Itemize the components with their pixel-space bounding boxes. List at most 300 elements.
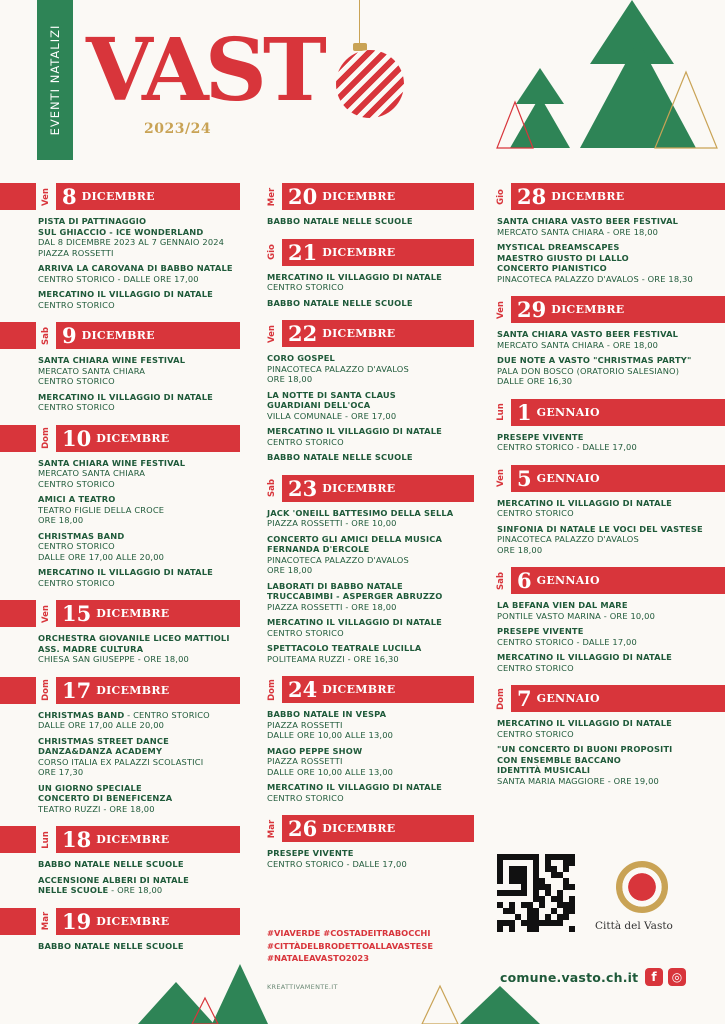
- event-list: [262, 353, 474, 475]
- event-item: [267, 709, 474, 741]
- weekday-label: Gio: [266, 244, 277, 260]
- day-block: [491, 567, 725, 685]
- day-number: 1: [517, 399, 532, 425]
- event-title: DUE NOTE A VASTO "CHRISTMAS PARTY": [497, 355, 692, 365]
- month-label: DICEMBRE: [81, 329, 155, 342]
- event-title: NELLE SCUOLE - ORE 18,00: [38, 885, 163, 895]
- christmas-tree-outline-icon: [420, 984, 460, 1024]
- event-item: [497, 432, 725, 453]
- event-title: UN GIORNO SPECIALE: [38, 782, 142, 793]
- event-title: ORCHESTRA GIOVANILE LICEO MATTIOLI: [38, 633, 230, 643]
- weekday-tab: [262, 475, 282, 502]
- hashtag-line: #VIAVERDE #COSTADEITRABOCCHI: [267, 928, 431, 938]
- month-label: DICEMBRE: [322, 190, 396, 203]
- event-detail: CHIESA SAN GIUSEPPE - ORE 18,00: [38, 654, 189, 664]
- month-label: GENNAIO: [536, 692, 600, 705]
- event-detail-inline: - CENTRO STORICO: [124, 709, 210, 720]
- month-label: DICEMBRE: [322, 683, 396, 696]
- event-title: CHRISTMAS STREET DANCE: [38, 735, 169, 746]
- weekday-label: Sab: [495, 571, 506, 590]
- event-detail: CORSO ITALIA EX PALAZZI SCOLASTICI: [38, 756, 204, 767]
- month-label: DICEMBRE: [96, 431, 170, 445]
- event-list: [491, 718, 725, 798]
- event-detail: DAL 8 DICEMBRE 2023 AL 7 GENNAIO 2024: [38, 237, 225, 247]
- event-title: DANZA&DANZA ACADEMY: [38, 746, 163, 756]
- event-title: FERNANDA D'ERCOLE: [267, 544, 370, 554]
- month-label: DICEMBRE: [322, 481, 396, 495]
- christmas-tree-outline-icon: [495, 100, 535, 150]
- event-title: "UN CONCERTO DI BUONI PROPOSITI: [497, 744, 673, 754]
- event-detail: PIAZZA ROSSETTI: [267, 756, 343, 766]
- event-detail: PINACOTECA PALAZZO D'AVALOS - ORE 18,30: [497, 273, 693, 284]
- month-label: DICEMBRE: [322, 245, 396, 259]
- schedule-column-2: [262, 183, 474, 881]
- date-bar: [0, 322, 240, 349]
- event-detail: DALLE ORE 16,30: [497, 376, 573, 386]
- date-bar: [262, 475, 474, 502]
- event-detail: CENTRO STORICO: [267, 792, 344, 803]
- christmas-tree-icon: [212, 964, 268, 1024]
- weekday-tab: [36, 908, 56, 935]
- event-item: [38, 392, 240, 413]
- event-item: [497, 329, 725, 350]
- event-list: [262, 709, 474, 815]
- event-detail: ORE 18,00: [267, 374, 313, 384]
- event-item: [38, 355, 240, 387]
- event-item: [38, 531, 240, 563]
- event-detail: MERCATO SANTA CHIARA: [38, 468, 146, 478]
- instagram-icon[interactable]: ◎: [668, 968, 686, 986]
- event-detail: SANTA MARIA MAGGIORE - ORE 19,00: [497, 775, 659, 786]
- event-title: MYSTICAL DREAMSCAPES: [497, 242, 620, 252]
- hashtag-line: #CITTÀDELBRODETTOALLAVASTESE: [267, 940, 433, 951]
- date-bar: [491, 296, 725, 323]
- event-title: MAGO PEPPE SHOW: [267, 745, 363, 756]
- event-title: PISTA DI PATTINAGGIO: [38, 216, 147, 226]
- event-title: LABORATI DI BABBO NATALE: [267, 580, 403, 591]
- event-detail: ORE 17,30: [38, 767, 84, 777]
- event-detail: CENTRO STORICO: [38, 478, 115, 489]
- day-number: 21: [288, 239, 318, 265]
- event-detail: CENTRO STORICO - DALLE 17,00: [497, 442, 637, 452]
- event-title: ARRIVA LA CAROVANA DI BABBO NATALE: [38, 263, 233, 273]
- event-title: MERCATINO IL VILLAGGIO DI NATALE: [38, 289, 213, 299]
- event-detail: PIAZZA ROSSETTI: [38, 247, 114, 258]
- hashtags: [267, 927, 433, 965]
- event-item: [267, 272, 474, 293]
- weekday-label: Dom: [41, 427, 52, 449]
- event-list: [0, 458, 240, 601]
- event-detail-inline: - ORE 18,00: [108, 885, 163, 895]
- ornament-string: [359, 0, 360, 44]
- year-label: 2023/24: [144, 121, 212, 137]
- weekday-label: Ven: [496, 300, 506, 319]
- event-detail: CENTRO STORICO: [497, 508, 574, 518]
- event-title: CORO GOSPEL: [267, 353, 335, 363]
- weekday-tab: [36, 322, 56, 349]
- event-item: [38, 859, 240, 870]
- date-bar: [491, 183, 725, 210]
- event-detail: DALLE ORE 17,00 ALLE 20,00: [38, 720, 165, 730]
- date-bar: [0, 908, 240, 935]
- event-title: MERCATINO IL VILLAGGIO DI NATALE: [267, 782, 442, 792]
- event-title: BABBO NATALE IN VESPA: [267, 709, 387, 719]
- event-detail: ORE 18,00: [267, 565, 313, 575]
- weekday-tab: [491, 296, 511, 323]
- day-number: 10: [62, 425, 92, 451]
- weekday-label: Sab: [266, 479, 277, 497]
- event-title: IDENTITÀ MUSICALI: [497, 765, 591, 775]
- event-detail: ORE 18,00: [38, 515, 84, 525]
- event-item: [497, 652, 725, 673]
- event-list: [491, 498, 725, 568]
- event-detail: MERCATO SANTA CHIARA - ORE 18,00: [497, 226, 659, 237]
- day-block: [491, 685, 725, 798]
- event-detail: CENTRO STORICO: [497, 728, 574, 739]
- month-label: GENNAIO: [536, 574, 600, 587]
- day-block: [262, 815, 474, 881]
- event-title: SINFONIA DI NATALE LE VOCI DEL VASTESE: [497, 523, 703, 534]
- event-title: CONCERTO DI BENEFICENZA: [38, 793, 173, 803]
- day-number: 17: [62, 677, 92, 703]
- event-item: [38, 736, 240, 778]
- event-detail: CENTRO STORICO: [267, 282, 344, 292]
- day-number: 19: [62, 908, 92, 934]
- website-link[interactable]: comune.vasto.ch.it: [500, 970, 639, 985]
- day-number: 5: [517, 465, 532, 491]
- weekday-label: Ven: [41, 187, 51, 206]
- event-title: SPETTACOLO TEATRALE LUCILLA: [267, 643, 422, 653]
- event-item: [497, 600, 725, 621]
- event-title: CON ENSEMBLE BACCANO: [497, 754, 621, 765]
- date-bar: [0, 425, 240, 452]
- qr-code-icon[interactable]: [497, 854, 575, 932]
- event-title: ACCENSIONE ALBERI DI NATALE: [38, 874, 189, 885]
- event-title: LA BEFANA VIEN DAL MARE: [497, 600, 628, 610]
- weekday-tab: [491, 399, 511, 426]
- weekday-label: Lun: [41, 830, 51, 849]
- event-item: [497, 355, 725, 387]
- event-list: [262, 508, 474, 677]
- day-block: [262, 183, 474, 239]
- event-detail: CENTRO STORICO - DALLE ORE 17,00: [38, 273, 199, 284]
- event-detail: PINACOTECA PALAZZO D'AVALOS: [497, 534, 639, 544]
- date-bar: [0, 677, 240, 704]
- event-detail: VILLA COMUNALE - ORE 17,00: [267, 410, 397, 421]
- event-detail: CENTRO STORICO: [267, 627, 344, 638]
- event-title: GUARDIANI DELL'OCA: [267, 400, 371, 410]
- schedule-column-1: [0, 183, 240, 963]
- weekday-label: Dom: [496, 687, 507, 710]
- event-detail: PINACOTECA PALAZZO D'AVALOS: [267, 363, 409, 374]
- event-title: PRESEPE VIVENTE: [267, 848, 354, 858]
- weekday-label: Mar: [266, 819, 277, 838]
- side-label: EVENTI NATALIZI: [37, 0, 73, 160]
- event-detail: DALLE ORE 10,00 ALLE 13,00: [267, 766, 394, 777]
- event-item: [267, 534, 474, 576]
- christmas-tree-outline-icon: [653, 70, 719, 150]
- event-list: [0, 216, 240, 322]
- event-detail: TEATRO FIGLIE DELLA CROCE: [38, 504, 165, 515]
- day-number: 23: [288, 475, 318, 501]
- day-block: [0, 600, 240, 677]
- event-title: MERCATINO IL VILLAGGIO DI NATALE: [267, 617, 442, 627]
- event-detail: CENTRO STORICO: [38, 299, 115, 310]
- event-detail: PIAZZA ROSSETTI: [267, 719, 343, 730]
- event-title: MERCATINO IL VILLAGGIO DI NATALE: [497, 718, 672, 728]
- event-title: ASS. MADRE CULTURA: [38, 643, 144, 654]
- day-block: [0, 425, 240, 601]
- event-list: [0, 941, 240, 964]
- event-item: [38, 216, 240, 258]
- event-item: [267, 643, 474, 664]
- weekday-label: Dom: [267, 678, 278, 701]
- event-list: [491, 432, 725, 465]
- event-list: [0, 355, 240, 425]
- event-list: [0, 859, 240, 908]
- hashtag-line: #NATALEAVASTO2023: [267, 953, 369, 963]
- day-number: 24: [288, 677, 318, 702]
- event-item: [38, 633, 240, 665]
- event-title: BABBO NATALE NELLE SCUOLE: [267, 216, 413, 226]
- weekday-tab: [491, 567, 511, 594]
- event-detail: PIAZZA ROSSETTI - ORE 18,00: [267, 601, 397, 612]
- weekday-label: Mer: [266, 187, 277, 206]
- weekday-label: Sab: [40, 326, 51, 345]
- day-block: [0, 908, 240, 964]
- weekday-tab: [262, 815, 282, 842]
- date-bar: [262, 239, 474, 266]
- day-block: [262, 239, 474, 321]
- date-bar: [491, 465, 725, 492]
- event-title: BABBO NATALE NELLE SCUOLE: [38, 940, 184, 951]
- event-detail: PINACOTECA PALAZZO D'AVALOS: [267, 554, 409, 565]
- event-title: BABBO NATALE NELLE SCUOLE: [267, 297, 413, 308]
- event-detail: CENTRO STORICO - DALLE 17,00: [497, 636, 637, 647]
- event-detail: CENTRO STORICO: [38, 577, 115, 588]
- event-detail: DALLE ORE 10,00 ALLE 13,00: [267, 730, 394, 740]
- event-list: [262, 216, 474, 239]
- date-bar: [262, 676, 474, 703]
- event-item: [38, 567, 240, 588]
- month-label: DICEMBRE: [96, 683, 170, 697]
- event-item: [497, 498, 725, 519]
- event-title: MAESTRO GIUSTO DI LALLO: [497, 252, 629, 263]
- event-title: SANTA CHIARA VASTO BEER FESTIVAL: [497, 216, 679, 226]
- event-detail: TEATRO RUZZI - ORE 18,00: [38, 803, 155, 814]
- weekday-tab: [36, 183, 56, 210]
- weekday-label: Mar: [40, 911, 51, 931]
- day-number: 29: [517, 297, 547, 322]
- event-item: [267, 452, 474, 463]
- event-title: CHRISTMAS BAND - CENTRO STORICO: [38, 709, 210, 720]
- day-number: 6: [517, 568, 532, 593]
- event-item: [38, 783, 240, 815]
- weekday-label: Lun: [496, 403, 506, 421]
- event-item: [497, 718, 725, 739]
- day-number: 28: [517, 184, 547, 209]
- event-title: MERCATINO IL VILLAGGIO DI NATALE: [267, 426, 442, 436]
- event-detail: ORE 18,00: [497, 544, 543, 555]
- day-number: 7: [517, 686, 532, 711]
- date-bar: [262, 183, 474, 210]
- event-title: MERCATINO IL VILLAGGIO DI NATALE: [38, 391, 213, 402]
- weekday-tab: [262, 239, 282, 266]
- event-detail: POLITEAMA RUZZI - ORE 16,30: [267, 653, 399, 664]
- event-title: LA NOTTE DI SANTA CLAUS: [267, 389, 396, 400]
- event-list: [262, 848, 474, 881]
- day-number: 8: [62, 184, 77, 209]
- day-block: [262, 676, 474, 815]
- day-number: 20: [288, 184, 318, 209]
- day-number: 9: [62, 323, 77, 348]
- weekday-label: Ven: [496, 469, 506, 487]
- weekday-tab: [36, 677, 56, 704]
- event-detail: DALLE ORE 17,00 ALLE 20,00: [38, 551, 165, 562]
- month-label: DICEMBRE: [322, 327, 396, 340]
- event-list: [262, 272, 474, 321]
- month-label: DICEMBRE: [96, 833, 170, 846]
- weekday-tab: [36, 826, 56, 853]
- event-item: [267, 782, 474, 803]
- date-bar: [0, 183, 240, 210]
- event-title: CHRISTMAS BAND: [38, 530, 125, 541]
- weekday-tab: [491, 685, 511, 712]
- event-title: TRUCCABIMBI - ASPERGER ABRUZZO: [267, 591, 443, 601]
- day-number: 26: [288, 816, 318, 841]
- event-item: [38, 494, 240, 526]
- event-detail: PONTILE VASTO MARINA - ORE 10,00: [497, 610, 656, 621]
- day-block: [491, 296, 725, 399]
- month-label: DICEMBRE: [96, 914, 170, 928]
- day-number: 15: [62, 601, 92, 626]
- weekday-tab: [262, 183, 282, 210]
- date-bar: [491, 567, 725, 594]
- facebook-icon[interactable]: f: [645, 968, 663, 986]
- day-block: [491, 399, 725, 465]
- day-block: [262, 475, 474, 677]
- event-title: MERCATINO IL VILLAGGIO DI NATALE: [497, 652, 672, 662]
- day-block: [491, 465, 725, 568]
- event-title: JACK 'ONEILL BATTESIMO DELLA SELLA: [267, 507, 454, 518]
- event-item: [267, 298, 474, 309]
- event-item: [497, 744, 725, 786]
- event-detail: PIAZZA ROSSETTI - ORE 10,00: [267, 518, 397, 528]
- event-item: [38, 289, 240, 310]
- date-bar: [491, 399, 725, 426]
- event-list: [0, 633, 240, 677]
- event-detail: CENTRO STORICO - DALLE 17,00: [267, 858, 407, 869]
- event-item: [38, 263, 240, 284]
- month-label: GENNAIO: [536, 405, 600, 419]
- logo-text: VAST: [86, 20, 323, 121]
- event-item: [267, 508, 474, 529]
- event-list: [491, 329, 725, 399]
- event-item: [497, 524, 725, 556]
- event-list: [491, 600, 725, 685]
- city-crest-icon: [616, 861, 668, 913]
- weekday-tab: [262, 676, 282, 703]
- event-detail: CENTRO STORICO: [38, 541, 115, 551]
- weekday-label: Gio: [495, 188, 506, 205]
- event-detail: CENTRO STORICO: [38, 376, 115, 386]
- event-detail: CENTRO STORICO: [267, 436, 344, 447]
- christmas-tree-icon: [460, 986, 540, 1024]
- event-item: [267, 216, 474, 227]
- weekday-label: Ven: [41, 604, 51, 623]
- date-bar: [262, 320, 474, 347]
- event-list: [491, 216, 725, 296]
- event-title: MERCATINO IL VILLAGGIO DI NATALE: [267, 271, 442, 282]
- event-item: [497, 216, 725, 237]
- event-title: PRESEPE VIVENTE: [497, 626, 584, 636]
- event-title: CONCERTO GLI AMICI DELLA MUSICA: [267, 533, 443, 544]
- event-title: MERCATINO IL VILLAGGIO DI NATALE: [497, 497, 672, 508]
- event-title: SANTA CHIARA WINE FESTIVAL: [38, 457, 186, 468]
- city-name: Città del Vasto: [595, 920, 673, 932]
- event-title: CONCERTO PIANISTICO: [497, 263, 607, 273]
- month-label: DICEMBRE: [551, 190, 625, 203]
- month-label: DICEMBRE: [322, 822, 396, 835]
- day-number: 18: [62, 827, 92, 852]
- event-title: BABBO NATALE NELLE SCUOLE: [38, 859, 184, 869]
- event-item: [38, 875, 240, 896]
- event-detail: PALA DON BOSCO (ORATORIO SALESIANO): [497, 365, 680, 376]
- weekday-tab: [491, 183, 511, 210]
- schedule-column-3: [491, 183, 725, 798]
- event-item: [267, 390, 474, 422]
- weekday-tab: [36, 425, 56, 452]
- christmas-ornament-icon: [336, 50, 404, 118]
- date-bar: [262, 815, 474, 842]
- event-item: [267, 426, 474, 447]
- event-title: SANTA CHIARA WINE FESTIVAL: [38, 355, 186, 365]
- event-item: [38, 710, 240, 731]
- event-item: [267, 581, 474, 613]
- weekday-label: Ven: [267, 324, 277, 343]
- event-item: [38, 941, 240, 952]
- month-label: DICEMBRE: [81, 190, 155, 203]
- event-title: AMICI A TEATRO: [38, 494, 116, 504]
- event-item: [38, 458, 240, 490]
- weekday-tab: [262, 320, 282, 347]
- event-title: BABBO NATALE NELLE SCUOLE: [267, 452, 413, 462]
- christmas-tree-outline-icon: [190, 996, 220, 1024]
- day-block: [262, 320, 474, 475]
- day-number: 22: [288, 321, 318, 346]
- month-label: GENNAIO: [536, 471, 600, 485]
- event-title: MERCATINO IL VILLAGGIO DI NATALE: [38, 567, 213, 577]
- day-block: [0, 826, 240, 908]
- event-detail: MERCATO SANTA CHIARA - ORE 18,00: [497, 339, 659, 350]
- day-block: [491, 183, 725, 296]
- event-title: PRESEPE VIVENTE: [497, 431, 584, 442]
- date-bar: [491, 685, 725, 712]
- day-block: [0, 677, 240, 827]
- event-item: [267, 353, 474, 385]
- event-item: [497, 242, 725, 284]
- date-bar: [0, 826, 240, 853]
- event-detail: CENTRO STORICO: [497, 662, 574, 673]
- day-block: [0, 183, 240, 322]
- day-block: [0, 322, 240, 425]
- credit-text: KREATTIVAMENTE.IT: [267, 983, 338, 991]
- weekday-label: Dom: [41, 679, 52, 701]
- event-detail: MERCATO SANTA CHIARA: [38, 365, 146, 376]
- event-title: SANTA CHIARA VASTO BEER FESTIVAL: [497, 329, 679, 339]
- event-item: [267, 746, 474, 778]
- event-detail: CENTRO STORICO: [38, 402, 115, 412]
